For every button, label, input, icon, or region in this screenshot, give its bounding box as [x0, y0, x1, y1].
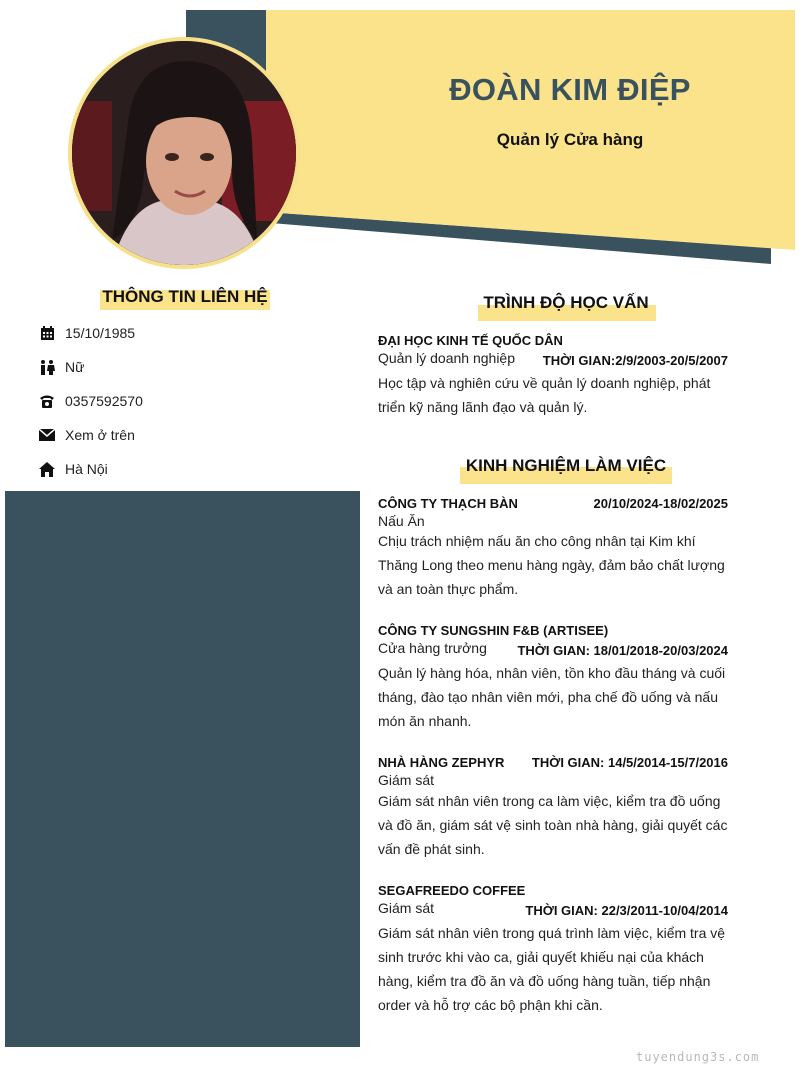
- education-school: ĐẠI HỌC KINH TẾ QUỐC DÂN: [378, 333, 563, 348]
- phone-icon: [38, 393, 56, 409]
- job-company: CÔNG TY SUNGSHIN F&B (ARTISEE): [378, 623, 609, 638]
- contact-address: Hà Nội: [38, 458, 108, 480]
- education-major: Quản lý doanh nghiệp: [378, 350, 515, 366]
- contact-section-title: THÔNG TIN LIÊN HỆ: [102, 287, 268, 306]
- job-description: Giám sát nhân viên trong quá trình làm việc, kiểm tra vệ sinh trước khi vào ca, giải quyết khiếu nại của khách hàng, kiểm tra đồ ăn và đồ uống hàng tuần, tiếp nhận order và hỗ trợ các bộ phận khi cần.: [378, 925, 726, 1013]
- job-company: CÔNG TY THẠCH BÀN 20/10/2024-18/02/2025: [378, 496, 728, 511]
- job-role: Cửa hàng trưởng: [378, 640, 487, 656]
- job-time: 20/10/2024-18/02/2025: [593, 496, 728, 511]
- contact-phone: 0357592570: [38, 390, 143, 412]
- contact-birthdate: 15/10/1985: [38, 322, 135, 344]
- job-role: Giám sát: [378, 772, 435, 788]
- job-time: THỜI GIAN: 18/01/2018-20/03/2024: [517, 643, 728, 658]
- education-description: Học tập và nghiên cứu về quản lý doanh nghiệp, phát triển kỹ năng lãnh đạo và quản lý.: [378, 375, 711, 415]
- education-time: THỜI GIAN:2/9/2003-20/5/2007: [542, 353, 728, 368]
- candidate-job-title: Quản lý Cửa hàng: [496, 130, 644, 149]
- job-time: THỜI GIAN: 14/5/2014-15/7/2016: [531, 755, 728, 770]
- home-icon: [38, 461, 56, 477]
- education-section-title: TRÌNH ĐỘ HỌC VẤN: [483, 293, 649, 312]
- contact-email: Xem ở trên: [38, 424, 135, 446]
- job-company: NHÀ HÀNG ZEPHYR THỜI GIAN: 14/5/2014-15/7/2016: [378, 755, 728, 770]
- job-description: Giám sát nhân viên trong ca làm việc, kiểm tra đồ uống và đồ ăn, giám sát vệ sinh toàn nhà hàng, giải quyết các vấn đề phát sinh.: [378, 793, 728, 857]
- job-role: Giám sát: [378, 900, 435, 916]
- mail-icon: [38, 427, 56, 443]
- job-description: Chịu trách nhiệm nấu ăn cho công nhân tại Kim khí Thăng Long theo menu hàng ngày, đảm bảo chất lượng và an toàn thực phẩm.: [378, 533, 725, 597]
- job-time: THỜI GIAN: 22/3/2011-10/04/2014: [525, 903, 728, 918]
- left-decorative-panel: [5, 491, 360, 1047]
- contact-gender: Nữ: [38, 356, 84, 378]
- gender-icon: [38, 359, 56, 375]
- candidate-name: ĐOÀN KIM ĐIỆP: [449, 72, 691, 107]
- watermark: tuyendung3s.com: [636, 1050, 760, 1064]
- job-company: SEGAFREEDO COFFEE: [378, 883, 526, 898]
- job-role: Nấu Ăn: [378, 513, 425, 529]
- profile-photo: [68, 37, 300, 269]
- calendar-icon: [38, 325, 56, 341]
- experience-section-title: KINH NGHIỆM LÀM VIỆC: [465, 456, 667, 475]
- job-description: Quản lý hàng hóa, nhân viên, tồn kho đầu tháng và cuối tháng, đào tạo nhân viên mới, pha chế đồ uống và nấu món ăn nhanh.: [378, 665, 726, 729]
